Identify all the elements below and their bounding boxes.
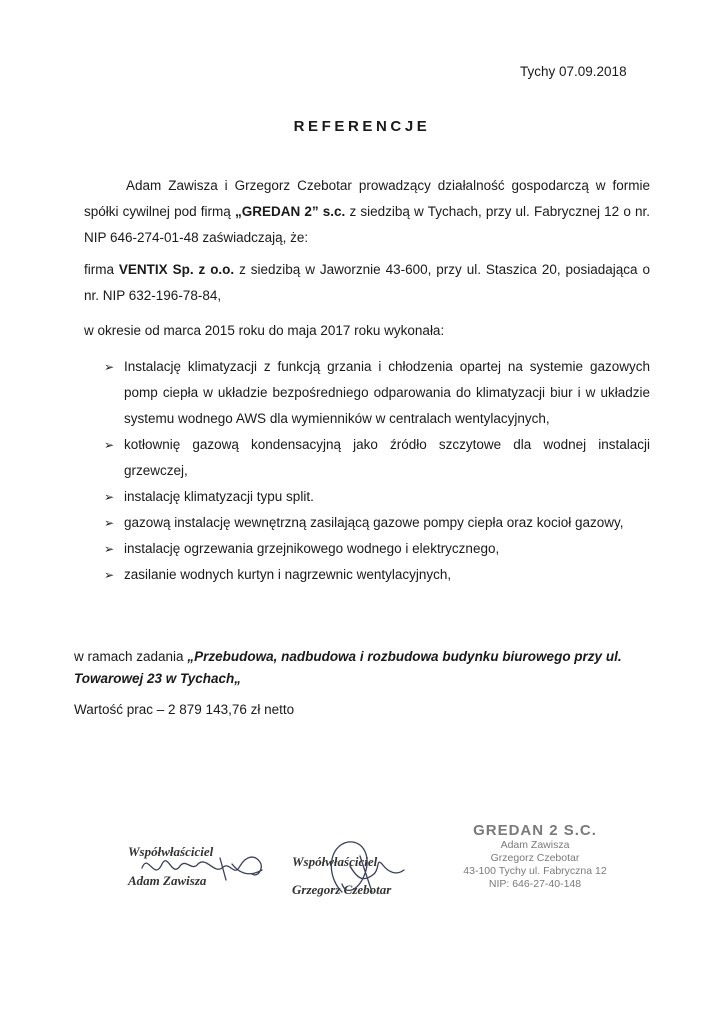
signature-role: Współwłaściciel [292,854,378,869]
task-list [104,354,650,588]
list-item [104,536,650,562]
intro-text-end: z siedzibą w Tychach, przy ul. Fabrycznej 12 o nr. NIP 646-274-01-48 zaświadczają, że: [84,204,650,245]
handwritten-signature-left [122,838,282,898]
contractor-text-start: firma [84,262,119,277]
arrow-bullet-icon: ➢ [104,490,115,504]
signature-name: Adam Zawisza [128,873,207,888]
contractor-paragraph [84,257,650,309]
task-text: instalację ogrzewania grzejnikowego wodnego i elektrycznego, [124,541,500,556]
list-item [104,432,650,484]
work-value: Wartość prac – 2 879 143,76 zł netto [74,702,295,717]
task-text: zasilanie wodnych kurtyn i nagrzewnic wentylacyjnych, [124,567,452,582]
task-text: gazową instalację wewnętrzną zasilającą gazowe pompy ciepła oraz kocioł gazowy, [124,515,624,530]
company-stamp [440,822,630,891]
letter-title: REFERENCJE [293,118,431,135]
contractor-company-name: VENTIX Sp. z o.o. [118,262,235,277]
issuer-company-name: „GREDAN 2” s.c. [234,204,346,219]
task-text: Instalację klimatyzacji z funkcją grzania i chłodzenia opartej na systemie gazowych pomp ciepła w układzie bezpośredniego odparowania do klimatyzacji biur i w układzie systemu wodnego AWS dla wymienników w centralach wentylacyjnych, [124,359,650,426]
arrow-bullet-icon: ➢ [104,360,115,374]
handwritten-signature-middle [284,836,434,906]
stamp-line: Grzegorz Czebotar [490,852,580,864]
list-item [104,562,650,588]
intro-text-start: Adam Zawisza i Grzegorz Czebotar prowadzący działalność gospodarczą w formie spółki cywilnej pod firmą [84,178,650,219]
arrow-bullet-icon: ➢ [104,516,115,530]
task-text: instalację klimatyzacji typu split. [124,489,314,504]
arrow-bullet-icon: ➢ [104,568,115,582]
scope-text-start: w ramach zadania [74,649,188,664]
arrow-bullet-icon: ➢ [104,542,115,556]
list-item [104,484,650,510]
arrow-bullet-icon: ➢ [104,438,115,452]
stamp-tax-id: NIP: 646-27-40-148 [488,878,582,890]
stamp-address: 43-100 Tychy ul. Fabryczna 12 [463,865,607,877]
list-item [104,354,650,432]
contractor-text-end: z siedzibą w Jaworznie 43-600, przy ul. Staszica 20, posiadająca o nr. NIP 632-196-78-84, [84,262,650,303]
stamp-line: Adam Zawisza [500,839,570,851]
list-item [104,510,650,536]
project-name: „Przebudowa, nadbudowa i rozbudowa budynku biurowego przy ul. Towarowej 23 w Tychach„ [74,649,622,686]
stamp-company-name: GREDAN 2 S.C. [473,822,597,839]
task-text: kotłownię gazową kondensacyjną jako źródło szczytowe dla wodnej instalacji grzewczej, [124,437,650,478]
letter-date: Tychy 07.09.2018 [520,64,627,79]
signature-name: Grzegorz Czebotar [292,882,392,897]
intro-paragraph [84,173,650,251]
signature-block-left [122,838,282,898]
work-period: w okresie od marca 2015 roku do maja 2017 roku wykonała: [84,323,445,338]
project-scope [74,646,650,690]
signature-role: Współwłaściciel [128,844,214,859]
signature-block-middle [284,836,434,906]
